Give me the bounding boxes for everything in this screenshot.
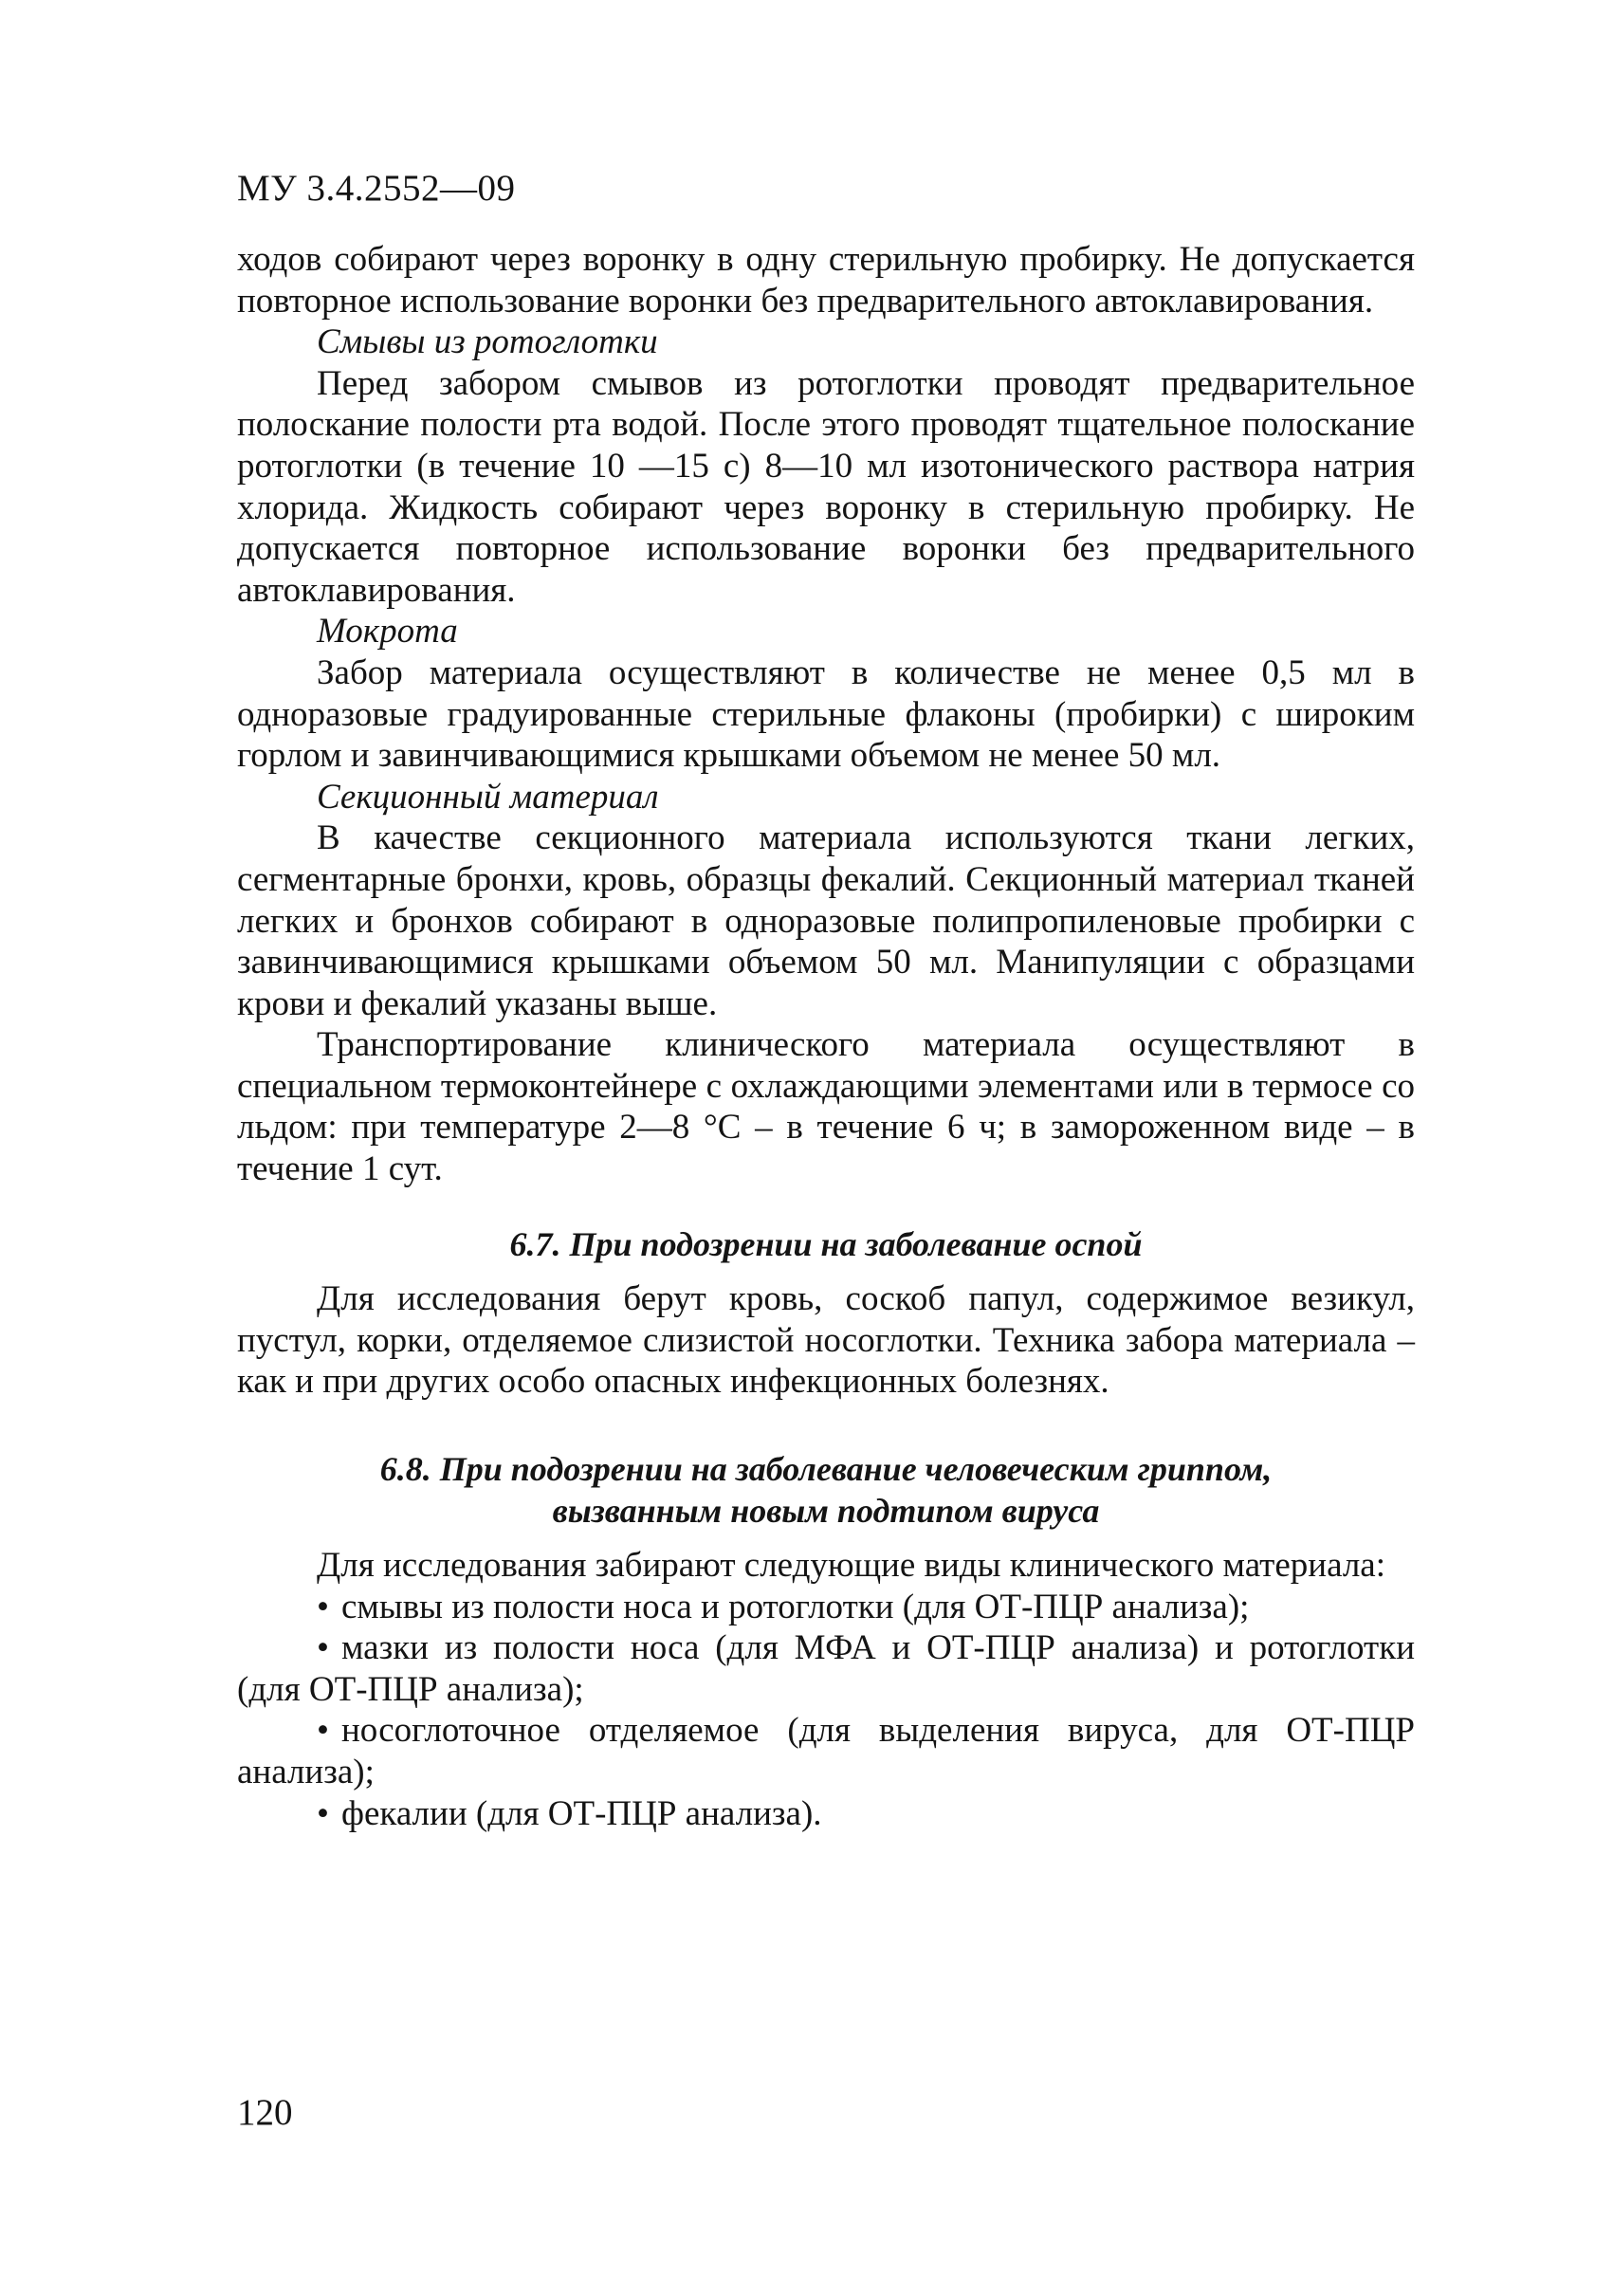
list-item — [237, 1627, 1415, 1710]
list-item — [237, 1793, 1415, 1835]
section-6-7-title: 6.7. При подозрении на заболевание оспой — [509, 1224, 1143, 1263]
page-number: 120 — [237, 2092, 293, 2133]
paragraph-continuation: ходов собирают через воронку в одну стерильную пробирку. Не допускается повторное использование воронки без предварительного автоклавирования. — [237, 240, 1415, 321]
bullet-icon: • — [317, 1628, 329, 1668]
subheading-sectional-material: Секционный материал — [317, 777, 659, 817]
document-code-header: МУ 3.4.2552—09 — [237, 168, 516, 209]
paragraph-transportation: Транспортирование клинического материала осуществляют в специальном термоконтейнере с охлаждающими элементами или в термосе со льдом: при температуре 2—8 °С – в течение 6 ч; в замороженном виде – в течение 1 сут. — [237, 1025, 1415, 1189]
section-6-8-title — [237, 1448, 1415, 1532]
section-6-8-title-line-1: 6.8. При подозрении на заболевание человеческим гриппом, — [379, 1450, 1273, 1489]
bullet-icon: • — [317, 1587, 329, 1626]
section-6-8-title-line-2: вызванным новым подтипом вируса — [552, 1492, 1100, 1531]
paragraph-oropharynx-washes: Перед забором смывов из ротоглотки проводят предварительное полоскание полости рта водой. После этого проводят тщательное полоскание ротоглотки (в течение 10 —15 с) 8—10 мл изотонического раствора натрия хлорида. Жидкость собирают через воронку в стерильную пробирку. Не допускается повторное использование воронки без предварительного автоклавирования. — [237, 363, 1415, 610]
list-item — [237, 1587, 1415, 1628]
list-item-text: смывы из полости носа и ротоглотки (для ОТ-ПЦР анализа); — [341, 1587, 1250, 1626]
material-list — [237, 1587, 1415, 1835]
paragraph-section-6-8-intro: Для исследования забирают следующие виды клинического материала: — [317, 1546, 1385, 1586]
paragraph-section-6-7: Для исследования берут кровь, соскоб папул, содержимое везикул, пустул, корки, отделяемое слизистой носоглотки. Техника забора материала – как и при других особо опасных инфекционных болезнях. — [237, 1279, 1415, 1402]
list-item-text: носоглоточное отделяемое (для выделения вируса, для ОТ-ПЦР анализа); — [237, 1711, 1415, 1791]
subheading-oropharynx-washes: Смывы из ротоглотки — [317, 322, 658, 362]
list-item-text: фекалии (для ОТ-ПЦР анализа). — [341, 1793, 822, 1833]
list-item-text: мазки из полости носа (для МФА и ОТ-ПЦР анализа) и ротоглотки (для ОТ-ПЦР анализа); — [237, 1628, 1415, 1709]
page-body — [237, 239, 1415, 1834]
bullet-icon: • — [317, 1711, 329, 1751]
paragraph-sectional-material: В качестве секционного материала используются ткани легких, сегментарные бронхи, кровь, образцы фекалий. Секционный материал тканей легких и бронхов собирают в одноразовые полипропиленовые пробирки с завинчивающимися крышками объемом 50 мл. Манипуляции с образцами крови и фекалий указаны выше. — [237, 818, 1415, 1023]
paragraph-sputum: Забор материала осуществляют в количестве не менее 0,5 мл в одноразовые градуированные стерильные флаконы (пробирки) с широким горлом и завинчивающимися крышками объемом не менее 50 мл. — [237, 652, 1415, 776]
list-item — [237, 1710, 1415, 1792]
bullet-icon: • — [317, 1793, 329, 1833]
subheading-sputum: Мокрота — [317, 612, 458, 652]
